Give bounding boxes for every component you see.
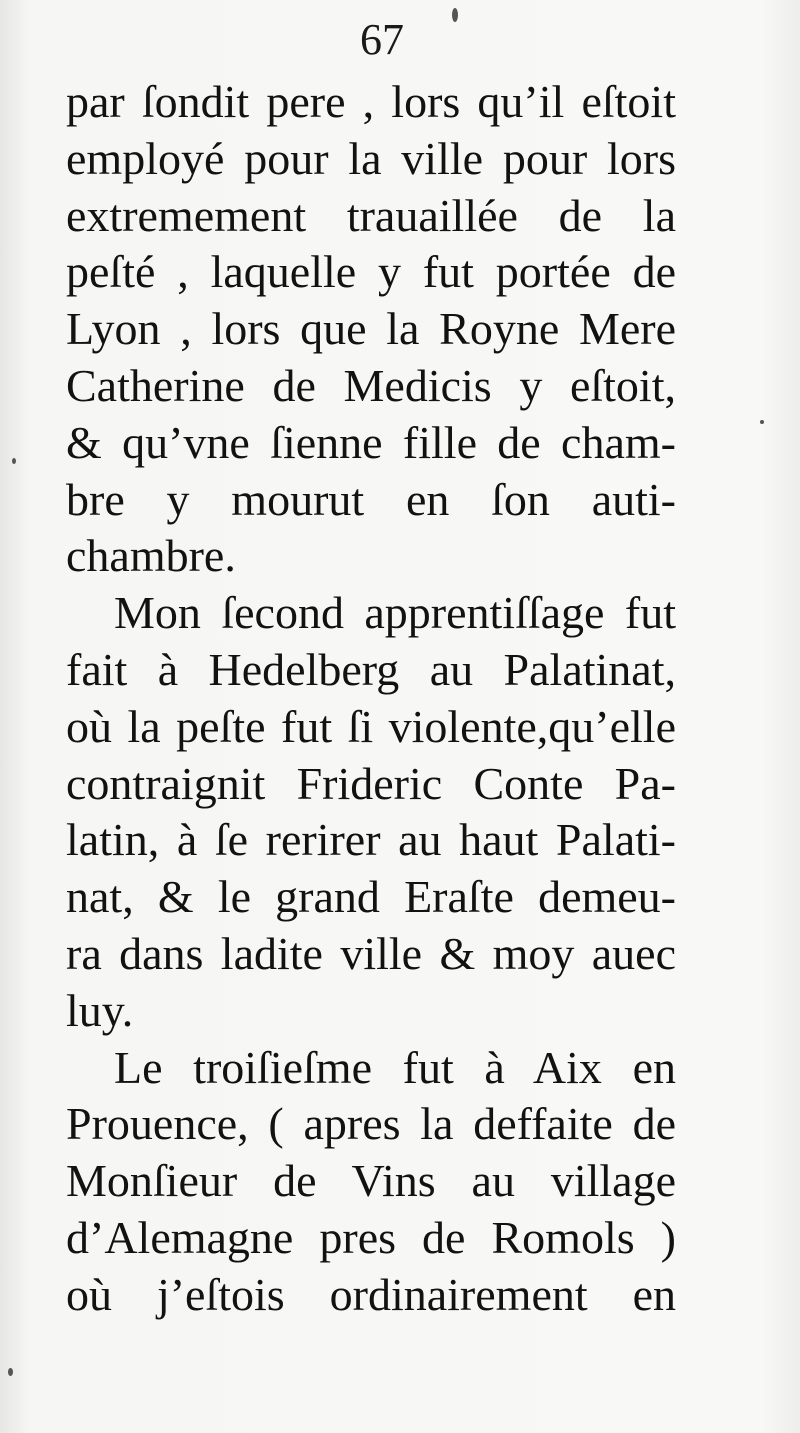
text-line: contraignit Frideric Conte Pa- bbox=[66, 757, 676, 809]
text-line: employé pour la ville pour lors bbox=[66, 132, 676, 184]
text-line: nat, & le grand Eraſte demeu- bbox=[66, 871, 676, 923]
text-line: luy. bbox=[66, 984, 134, 1036]
text-line: par ſondit pere , lors qu’il eſtoit bbox=[66, 76, 676, 127]
text-line: & qu’vne ſienne fille de cham- bbox=[66, 416, 676, 468]
body-text bbox=[66, 74, 676, 1324]
paper-speck bbox=[12, 458, 16, 464]
text-line: où j’eſtois ordinairement en bbox=[66, 1268, 676, 1320]
paragraph-start-line: Mon ſecond apprentiſſage fut bbox=[114, 587, 676, 639]
text-line: bre y mourut en ſon auti- bbox=[66, 473, 676, 525]
text-line: Monſieur de Vins au village bbox=[66, 1155, 676, 1207]
text-line: latin, à ſe rerirer au haut Palati- bbox=[66, 814, 676, 866]
text-line: peſté , laquelle y fut portée de bbox=[66, 246, 676, 298]
paper-speck bbox=[452, 8, 458, 22]
text-line: Lyon , lors que la Royne Mere bbox=[66, 303, 676, 355]
text-line: ra dans ladite ville & moy auec bbox=[66, 927, 676, 979]
text-line: chambre. bbox=[66, 530, 236, 582]
text-line: où la peſte fut ſi violente,qu’elle bbox=[66, 700, 676, 752]
paper-speck bbox=[760, 420, 764, 424]
text-line: Prouence, ( apres la deffaite de bbox=[66, 1098, 676, 1150]
text-line: extremement trauaillée de la bbox=[66, 189, 676, 241]
page-number: 67 bbox=[360, 15, 404, 64]
text-line: d’Alemagne pres de Romols ) bbox=[66, 1211, 676, 1263]
text-line: Catherine de Medicis y eſtoit, bbox=[66, 359, 676, 411]
paragraph-start-line: Le troiſieſme fut à Aix en bbox=[114, 1041, 676, 1093]
paper-speck bbox=[8, 1368, 13, 1376]
text-line: fait à Hedelberg au Palatinat, bbox=[66, 643, 676, 695]
